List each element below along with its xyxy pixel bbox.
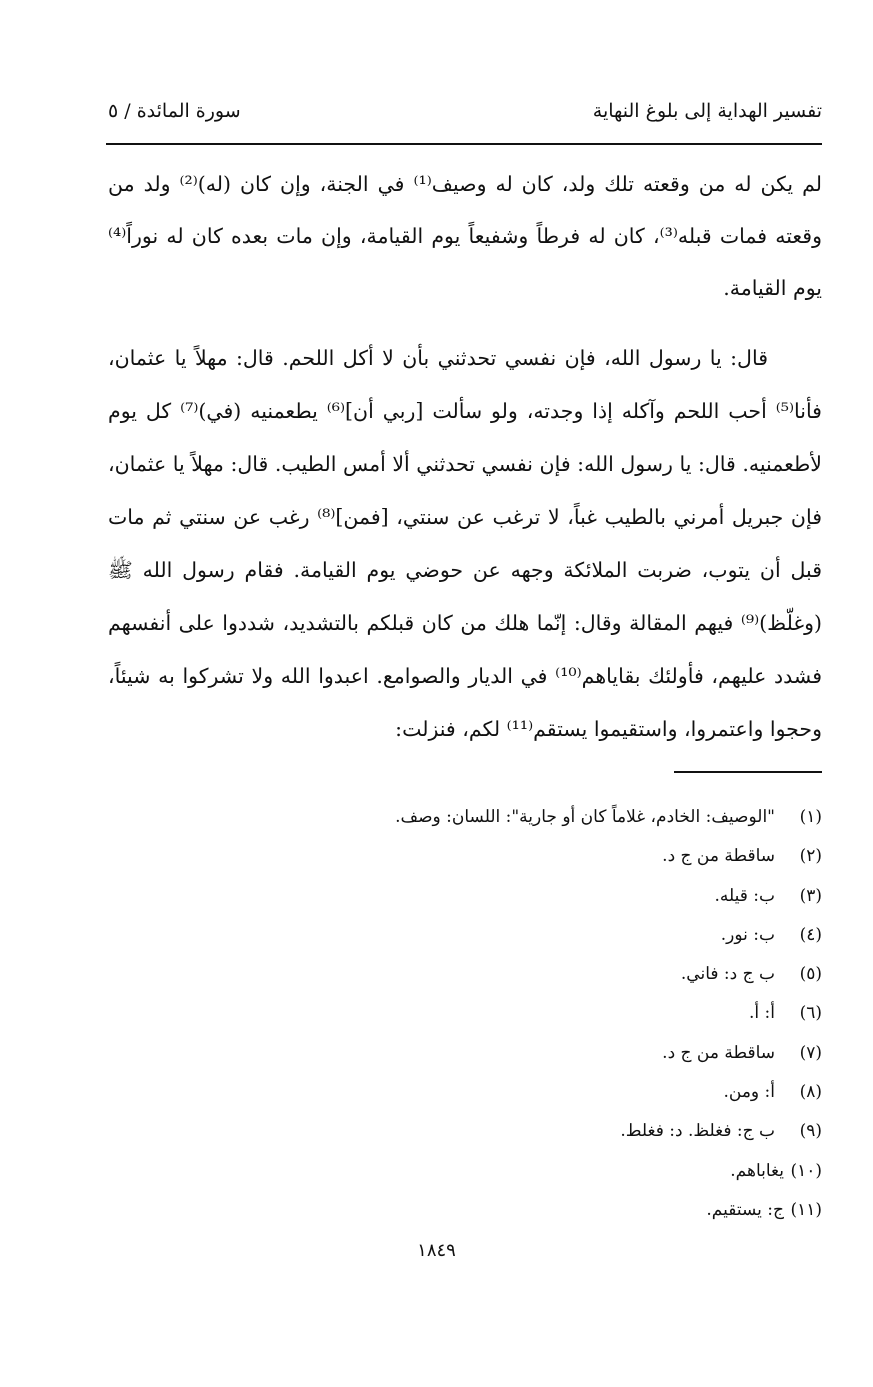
footnote-number: (٣) [799, 885, 822, 906]
footnote-number: (١) [799, 807, 822, 827]
footnote-item [108, 879, 822, 918]
footnote-number: (٧) [799, 1042, 822, 1063]
footnote-item [108, 1193, 822, 1232]
footnote-separator [674, 771, 822, 773]
footnote-text: ب: قيله. [714, 885, 775, 906]
footnote-item [108, 1154, 822, 1193]
header-rule [106, 143, 822, 145]
footnote-number: (٨) [799, 1082, 822, 1103]
page-number: ١٨٤٩ [417, 1240, 456, 1261]
footnote-text: ج: يستقيم. [706, 1199, 784, 1220]
footnote-number: (١١) [790, 1199, 822, 1220]
footnote-number: (٤) [799, 924, 822, 945]
footnote-number: (٢) [799, 846, 822, 867]
footnote-text: ب: نور. [720, 924, 775, 945]
footnote-item [108, 918, 822, 957]
footnote-text: ب ج: فغلظ. د: فغلط. [620, 1121, 775, 1142]
footnote-item [108, 957, 822, 996]
surah-label: سورة المائدة / ٥ [108, 100, 241, 122]
footnote-number: (٥) [799, 964, 822, 985]
paragraph-1: لم يكن له من وقعته تلك ولد، كان له وصيف⁽¹⁾ في الجنة، وإن كان (له)⁽²⁾ ولد من وقعته فمات قبله⁽³⁾، كان له فرطاً وشفيعاً يوم القيامة، وإن مات بعده كان له نوراً⁽⁴⁾ يوم القيامة. [108, 172, 822, 300]
footnote-text: "الوصيف: الخادم، غلاماً كان أو جارية": اللسان: وصف. [395, 807, 775, 827]
footnote-item [108, 1036, 822, 1075]
footnote-item [108, 1114, 822, 1153]
footnote-text: أ: أ. [749, 1003, 775, 1024]
footnote-item [108, 996, 822, 1035]
footnote-text: يغاباهم. [730, 1160, 784, 1181]
footnote-text: ساقطة من ج د. [662, 1042, 775, 1063]
footnote-number: (١٠) [790, 1160, 822, 1181]
book-title: تفسير الهداية إلى بلوغ النهاية [592, 100, 822, 122]
footnote-number: (٦) [799, 1003, 822, 1024]
footnote-item [108, 839, 822, 878]
footnotes [108, 800, 822, 1232]
paragraph-2: قال: يا رسول الله، فإن نفسي تحدثني بأن لا أكل اللحم. قال: مهلاً يا عثمان، فأنا⁽⁵⁾ أحب اللحم وآكله إذا وجدته، ولو سألت [ربي أن]⁽⁶⁾ يطعمنيه (في)⁽⁷⁾ كل يوم لأطعمنيه. قال: يا رسول الله: فإن نفسي تحدثني ألا أمس الطيب. قال: مهلاً يا عثمان، فإن جبريل أمرني بالطيب غباً، لا ترغب عن سنتي، [فمن]⁽⁸⁾ رغب عن سنتي ثم مات قبل أن يتوب، ضربت الملائكة وجهه عن حوضي يوم القيامة. فقام رسول الله ﷺ (وغلّظ)⁽⁹⁾ فيهم المقالة وقال: إنّما هلك من كان قبلكم بالتشديد، شددوا على أنفسهم فشدد عليهم، فأولئك بقاياهم⁽¹⁰⁾ في الديار والصوامع. اعبدوا الله ولا تشركوا به شيئاً، وحجوا واعتمروا، واستقيموا يستقم⁽¹¹⁾ لكم، فنزلت: [108, 346, 823, 741]
footnote-number: (٩) [799, 1121, 822, 1142]
running-header [108, 92, 822, 132]
footnote-text: ب ج د: فاني. [680, 964, 775, 985]
footnote-item [108, 1075, 822, 1114]
footnote-text: أ: ومن. [723, 1082, 775, 1103]
footnote-text: ساقطة من ج د. [662, 846, 775, 867]
main-text [108, 158, 822, 756]
footnote-item [108, 800, 822, 839]
